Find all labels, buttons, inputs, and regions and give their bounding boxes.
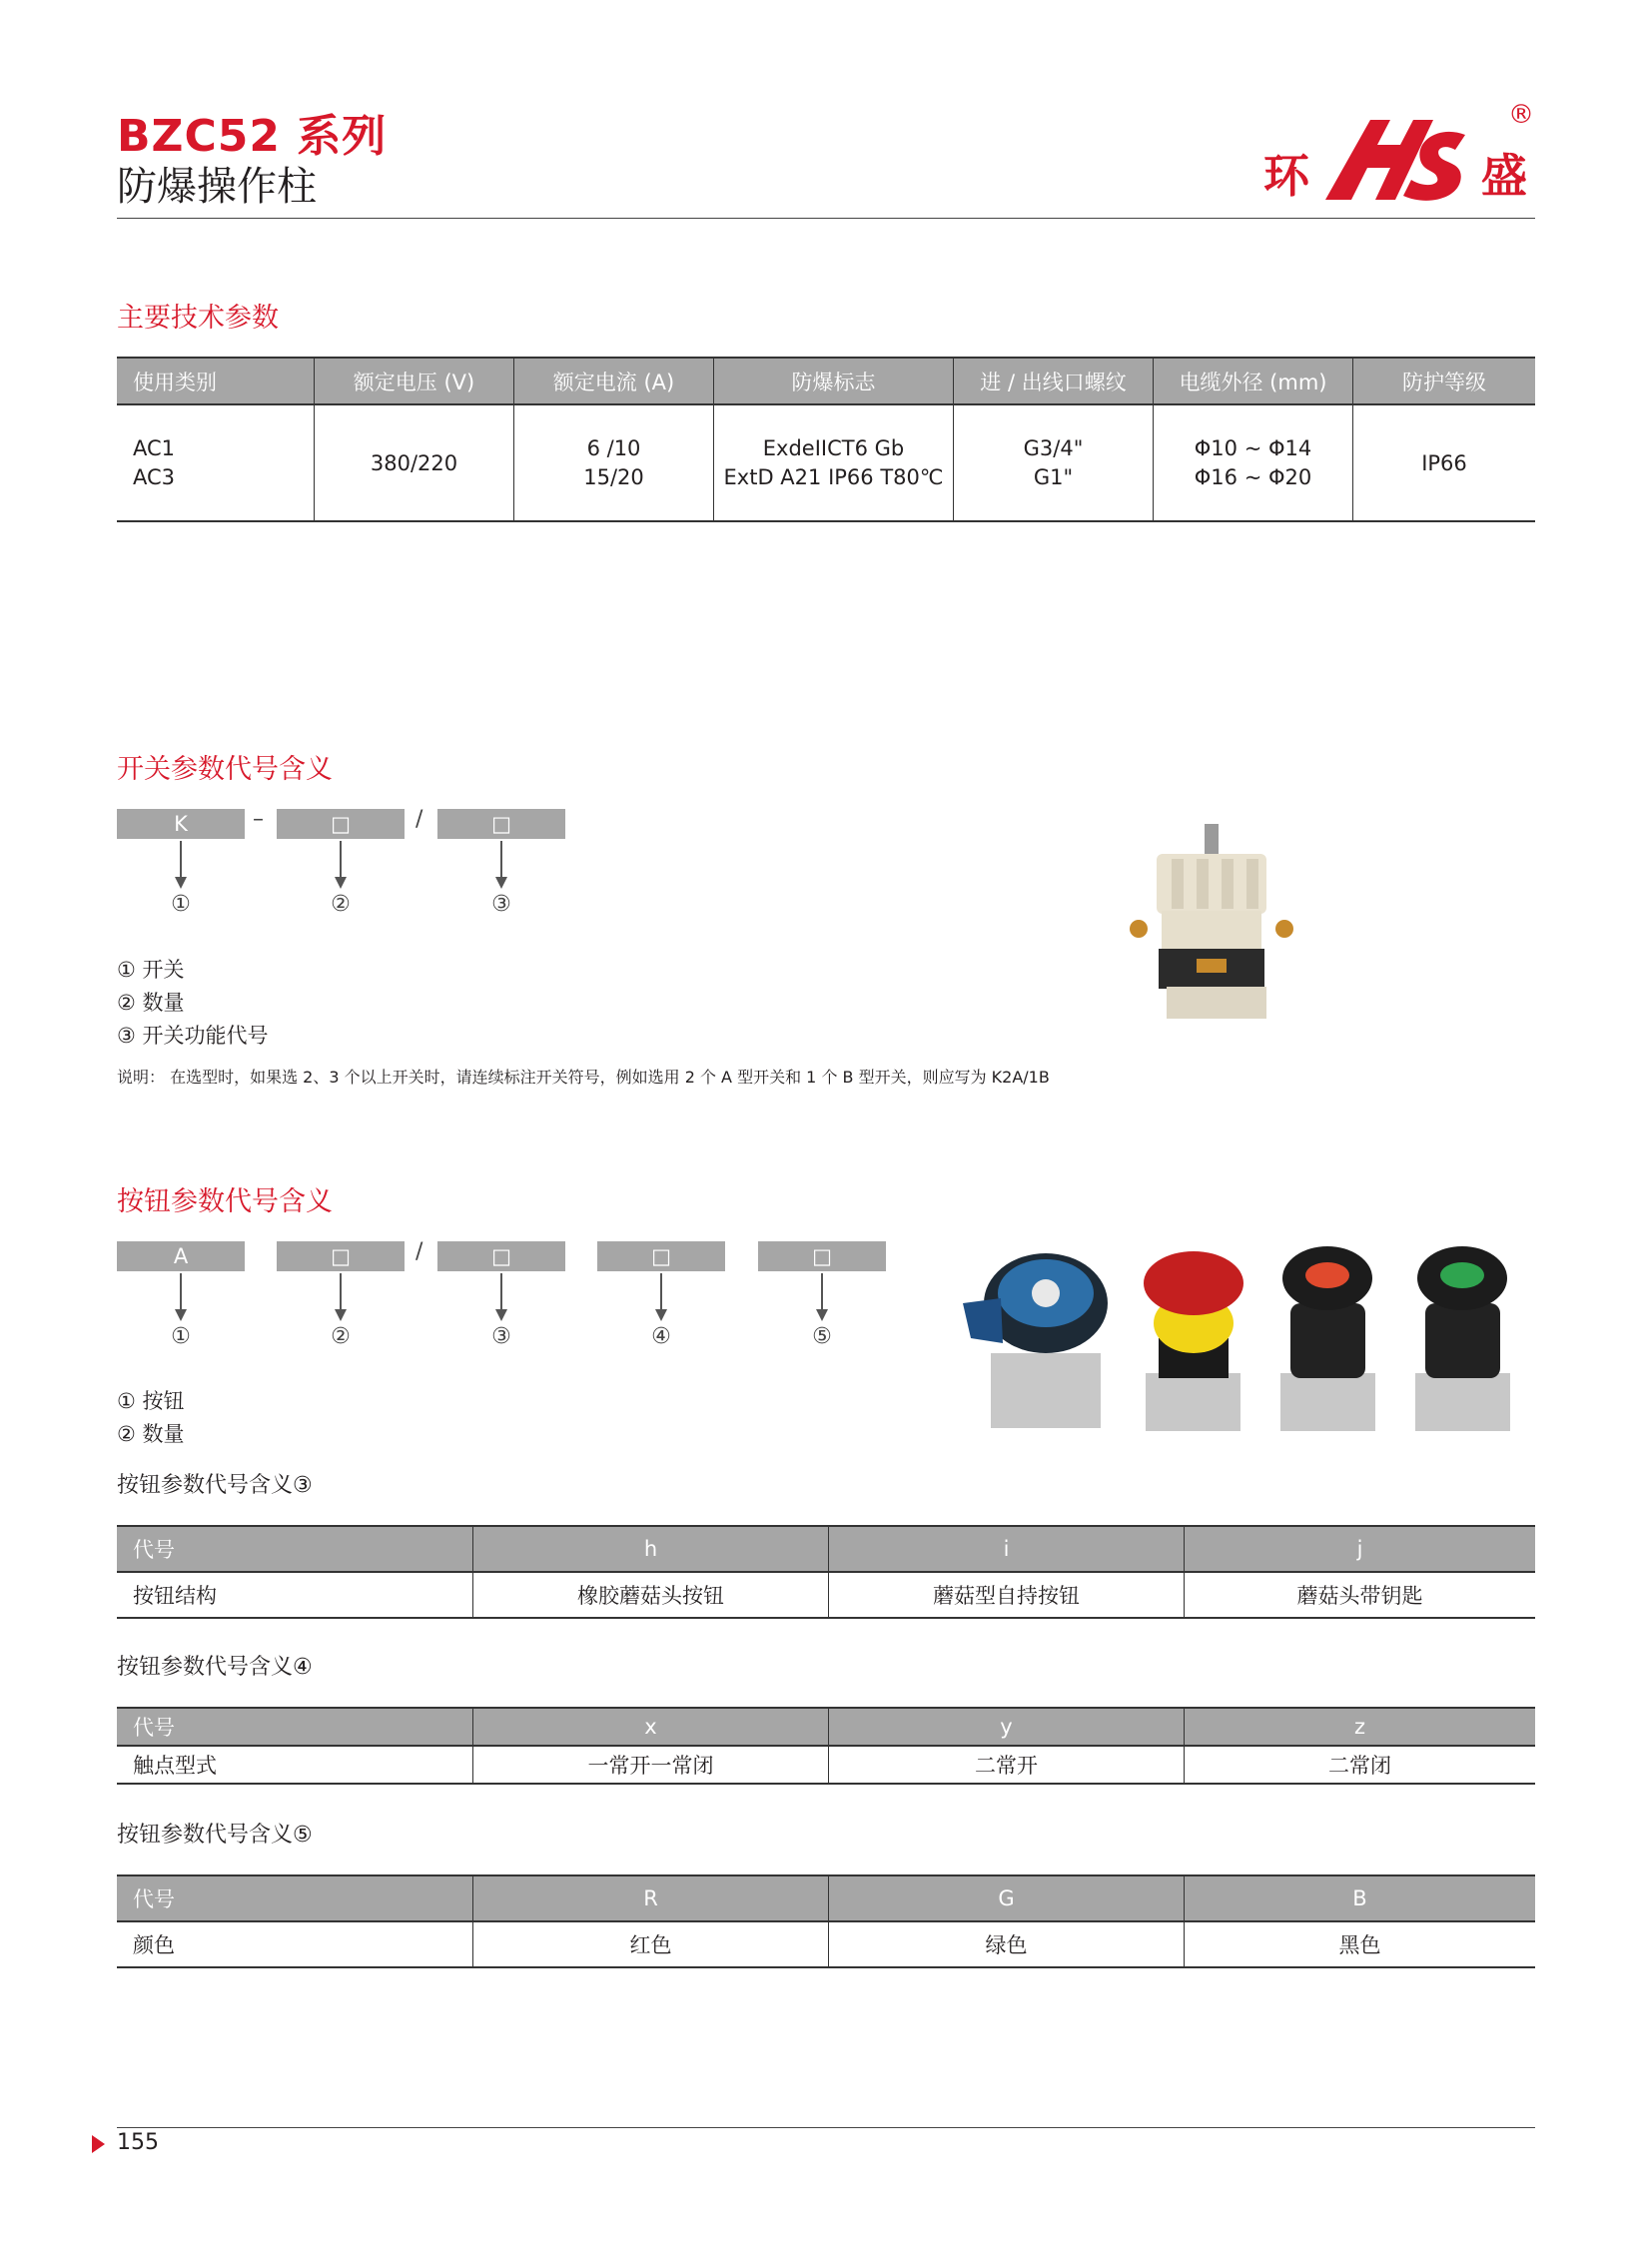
switch-section-title: 开关参数代号含义 [117,754,333,785]
button-arrowhead-4 [655,1309,667,1321]
table5-cell-b: 黑色 [1185,1921,1536,1967]
page-number: 155 [117,2130,159,2155]
table5-header-code: 代号 [117,1875,473,1921]
table4 [117,1707,1535,1785]
table3 [117,1525,1535,1619]
logo-right-char: 盛 [1481,149,1527,203]
switch-code-box-2: □ [277,809,405,839]
specs-section-title: 主要技术参数 [117,303,279,334]
button-code-box-1: A [117,1241,245,1271]
button-code-box-2: □ [277,1241,405,1271]
button-code-box-4: □ [597,1241,725,1271]
table5-header-b: B [1185,1875,1536,1921]
button-marker-3: ③ [491,1324,511,1349]
brand-logo [1263,100,1538,210]
button-code-box-5: □ [758,1241,886,1271]
table4-header-x: x [473,1708,829,1746]
header-current: 额定电流 (A) [514,358,714,404]
cell-marking [714,404,954,521]
thread-1: G3/4" [1023,435,1084,460]
switch-arrow-1 [180,841,182,879]
table3-cell-label: 按钮结构 [117,1572,473,1618]
table4-cell-label: 触点型式 [117,1746,473,1784]
switch-product-image [1117,819,1316,1029]
table4-header-z: z [1185,1708,1536,1746]
switch-code-slash: / [415,807,423,832]
table5-header-g: G [829,1875,1185,1921]
table4-data-row [117,1746,1535,1784]
switch-arrowhead-1 [175,877,187,889]
header-cable: 电缆外径 (mm) [1154,358,1353,404]
switch-legend-3: ③ 开关功能代号 [117,1024,269,1048]
switch-note: 说明： 在选型时，如果选 2、3 个以上开关时，请连续标注开关符号，例如选用 2 个 A 型开关和 1 个 B 型开关，则应写为 K2A/1B [117,1068,1050,1087]
table3-header-i: i [829,1526,1185,1572]
table5-cell-r: 红色 [473,1921,829,1967]
header-divider [117,218,1535,219]
button-arrow-4 [660,1273,662,1311]
button-legend-2: ② 数量 [117,1422,185,1446]
cell-current [514,404,714,521]
table4-header-y: y [829,1708,1185,1746]
cell-protection: IP66 [1353,404,1536,521]
button-section-title: 按钮参数代号含义 [117,1186,333,1217]
table3-header-code: 代号 [117,1526,473,1572]
switch-marker-1: ① [171,892,191,917]
table3-header-j: j [1185,1526,1536,1572]
header-voltage: 额定电压 (V) [315,358,514,404]
button-marker-4: ④ [651,1324,671,1349]
table5-title: 按钮参数代号含义⑤ [117,1823,313,1848]
marking-2: ExtD A21 IP66 T80℃ [723,464,944,489]
button-arrowhead-2 [335,1309,347,1321]
page-arrow-icon [92,2135,105,2153]
category-ac3: AC3 [133,464,176,489]
switch-code-dash: – [253,807,264,832]
cell-thread [954,404,1154,521]
button-arrow-3 [500,1273,502,1311]
header-protection: 防护等级 [1353,358,1536,404]
logo-left-char: 环 [1263,149,1309,203]
button-arrow-5 [821,1273,823,1311]
button-code-box-3: □ [437,1241,565,1271]
button-code-slash: / [415,1239,423,1264]
cable-2: Φ16 ~ Φ20 [1194,464,1312,489]
table3-cell-h: 橡胶蘑菇头按钮 [473,1572,829,1618]
table3-cell-i: 蘑菇型自持按钮 [829,1572,1185,1618]
cell-category [117,404,315,521]
switch-arrow-2 [340,841,342,879]
switch-marker-3: ③ [491,892,511,917]
current-1: 6 /10 [586,435,641,460]
current-2: 15/20 [583,464,644,489]
table5-header-row [117,1875,1535,1921]
button-arrowhead-3 [495,1309,507,1321]
table3-cell-j: 蘑菇头带钥匙 [1185,1572,1536,1618]
table4-header-code: 代号 [117,1708,473,1746]
specs-header-row [117,358,1535,404]
table4-cell-x: 一常开一常闭 [473,1746,829,1784]
switch-legend-2: ② 数量 [117,991,185,1015]
logo-hs-mark-icon [1315,100,1485,210]
switch-code-box-1: K [117,809,245,839]
switch-arrowhead-3 [495,877,507,889]
table5-cell-label: 颜色 [117,1921,473,1967]
button-arrow-2 [340,1273,342,1311]
table3-title: 按钮参数代号含义③ [117,1473,313,1498]
switch-legend-1: ① 开关 [117,958,185,982]
table3-data-row [117,1572,1535,1618]
switch-arrowhead-2 [335,877,347,889]
button-marker-2: ② [331,1324,351,1349]
button-products-image [961,1243,1520,1443]
thread-2: G1" [1033,464,1074,489]
marking-1: ExdeIICT6 Gb [762,435,905,460]
table5-data-row [117,1921,1535,1967]
button-marker-1: ① [171,1324,191,1349]
switch-arrow-3 [500,841,502,879]
cell-cable [1154,404,1353,521]
button-arrowhead-1 [175,1309,187,1321]
header-marking: 防爆标志 [714,358,954,404]
cell-voltage: 380/220 [315,404,514,521]
cable-1: Φ10 ~ Φ14 [1194,435,1312,460]
specs-data-row [117,404,1535,521]
button-legend-1: ① 按钮 [117,1389,185,1413]
button-marker-5: ⑤ [812,1324,832,1349]
table4-cell-y: 二常开 [829,1746,1185,1784]
header-thread: 进 / 出线口螺纹 [954,358,1154,404]
table4-cell-z: 二常闭 [1185,1746,1536,1784]
footer-divider [117,2127,1535,2128]
header-category: 使用类别 [117,358,315,404]
table5-header-r: R [473,1875,829,1921]
table3-header-h: h [473,1526,829,1572]
switch-marker-2: ② [331,892,351,917]
table4-header-row [117,1708,1535,1746]
switch-code-box-3: □ [437,809,565,839]
category-ac1: AC1 [133,435,176,460]
button-arrow-1 [180,1273,182,1311]
series-title: BZC52 系列 [117,111,388,162]
table4-title: 按钮参数代号含义④ [117,1655,313,1680]
specs-table [117,357,1535,522]
table5-cell-g: 绿色 [829,1921,1185,1967]
product-name: 防爆操作柱 [117,164,317,210]
registered-mark: ® [1508,100,1534,130]
button-arrowhead-5 [816,1309,828,1321]
table5 [117,1874,1535,1968]
table3-header-row [117,1526,1535,1572]
